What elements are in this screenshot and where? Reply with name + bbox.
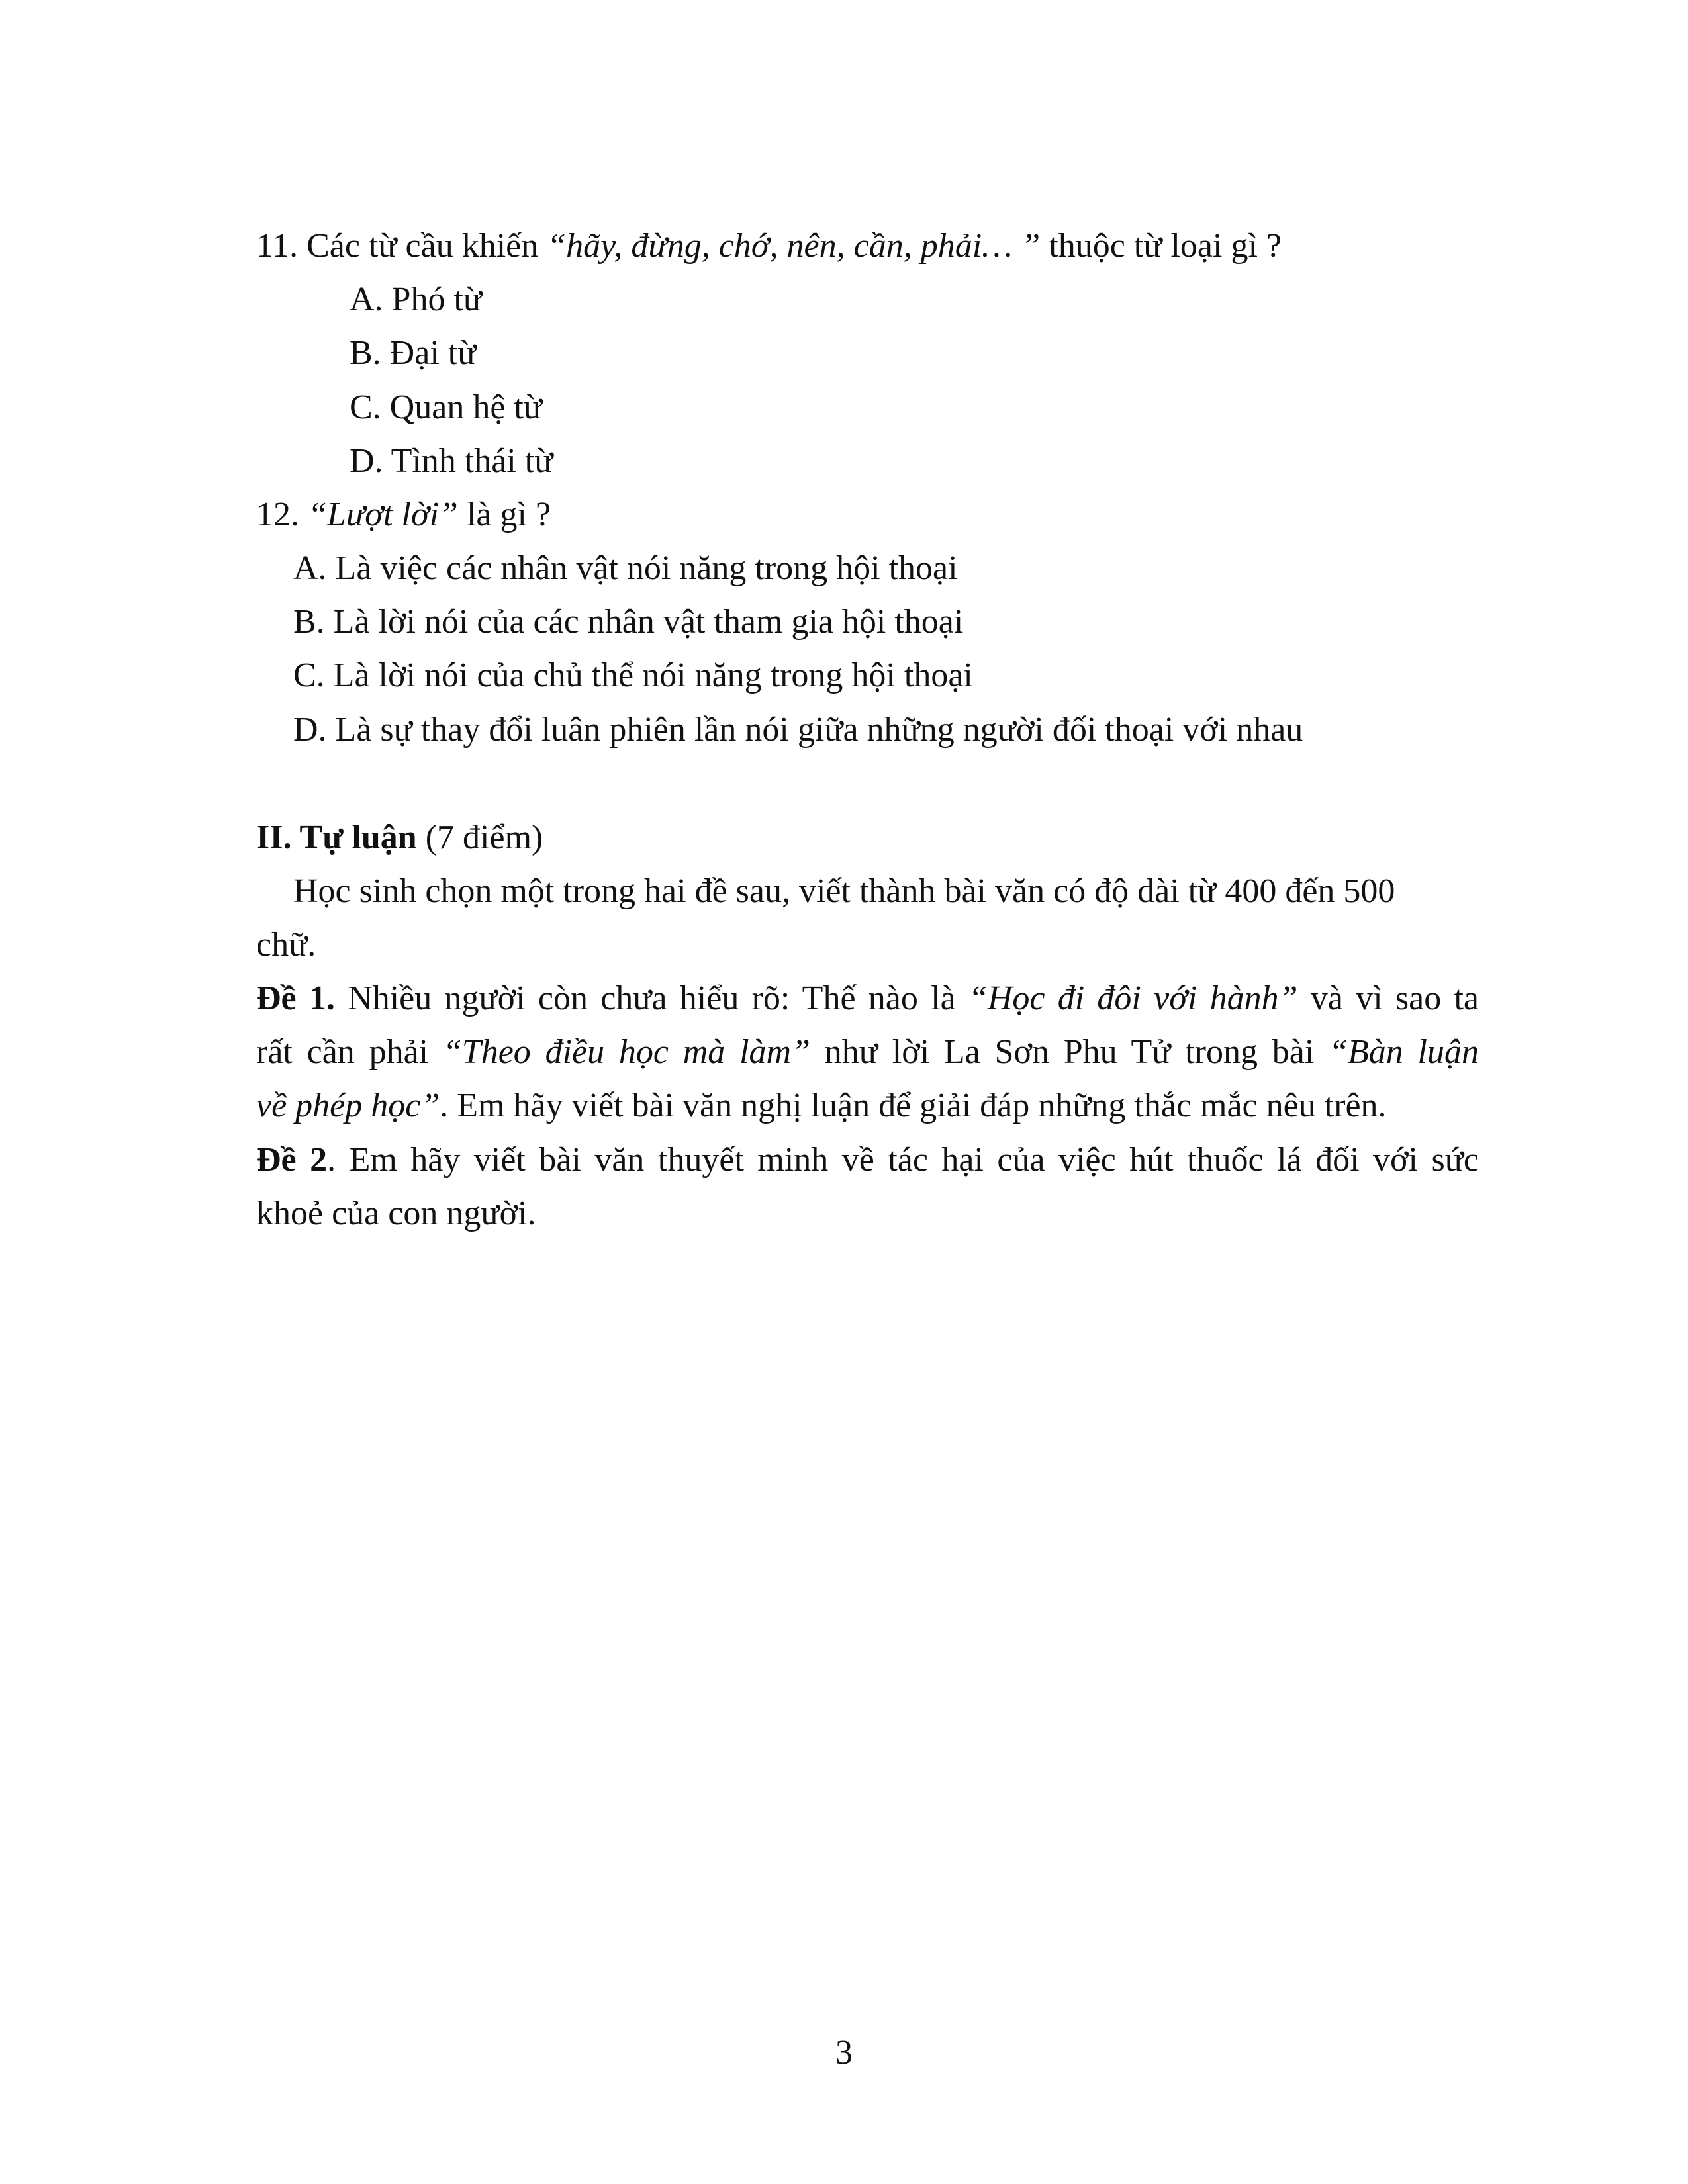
option-a: A. Là việc các nhân vật nói năng trong hội thoại: [293, 549, 958, 587]
option-d: D. Là sự thay đổi luân phiên lần nói giữa những người đối thoại với nhau: [293, 711, 1303, 749]
de1-line-3: về phép học”. Em hãy viết bài văn nghị luận để giải đáp những thắc mắc nêu trên.: [256, 1087, 1387, 1124]
de2-line-1: Đề 2. Em hãy viết bài văn thuyết minh về tác hại của việc hút thuốc lá đối với sức: [256, 1141, 1479, 1179]
question-12-stem: 12. “Lượt lời” là gì ?: [256, 496, 551, 533]
question-11-stem: 11. Các từ cầu khiến “hãy, đừng, chớ, nên, cần, phải… ” thuộc từ loại gì ?: [256, 227, 1282, 265]
option-d: D. Tình thái từ: [350, 442, 553, 480]
de1-line-1: Đề 1. Nhiều người còn chưa hiểu rõ: Thế nào là “Học đi đôi với hành” và vì sao ta: [256, 979, 1479, 1017]
de1-line-2: rất cần phải “Theo điều học mà làm” như lời La Sơn Phu Tử trong bài “Bàn luận: [256, 1033, 1479, 1071]
option-b: B. Đại từ: [350, 334, 477, 372]
option-c: C. Là lời nói của chủ thể nói năng trong hội thoại: [293, 657, 973, 694]
intro-line-1: Học sinh chọn một trong hai đề sau, viết thành bài văn có độ dài từ 400 đến 500: [293, 872, 1395, 910]
page-number: 3: [835, 2034, 853, 2071]
de2-line-2: khoẻ của con người.: [256, 1195, 536, 1232]
option-b: B. Là lời nói của các nhân vật tham gia hội thoại: [293, 603, 964, 641]
section-heading: II. Tự luận (7 điểm): [256, 819, 543, 856]
intro-line-2: chữ.: [256, 926, 316, 964]
option-a: A. Phó từ: [350, 281, 483, 318]
option-c: C. Quan hệ từ: [350, 388, 543, 426]
